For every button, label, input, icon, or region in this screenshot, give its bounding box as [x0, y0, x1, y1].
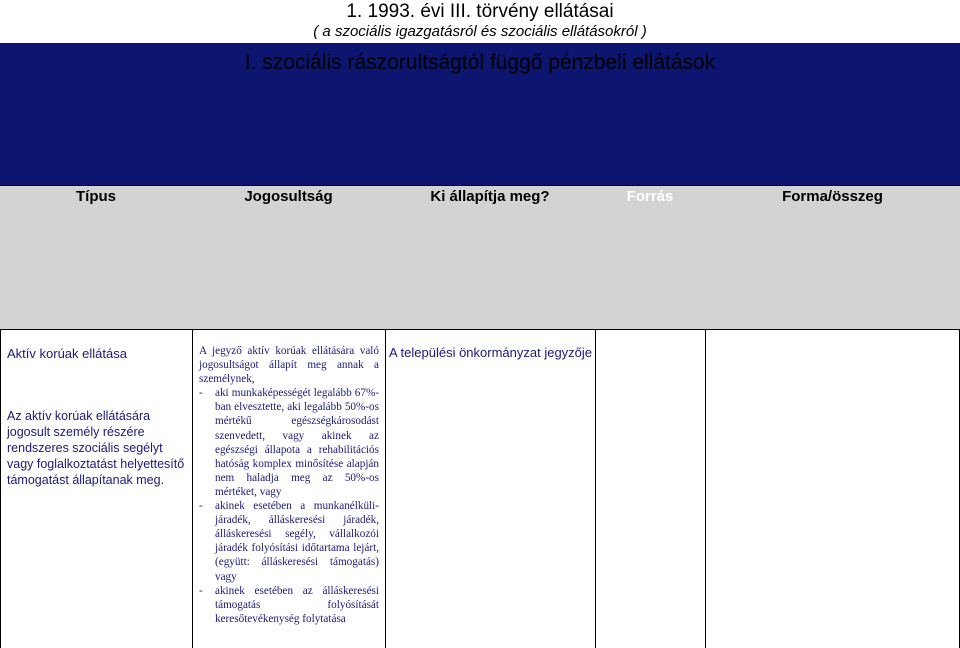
- list-dash: -: [199, 500, 203, 513]
- column-header-authority: Ki állapítja meg?: [430, 188, 550, 205]
- header-cell-amount: [705, 186, 960, 329]
- document-title: 1. 1993. évi III. törvény ellátásai: [346, 1, 614, 22]
- list-item: [199, 584, 379, 626]
- header-cell-type: [0, 186, 192, 329]
- column-header-type: Típus: [76, 188, 116, 205]
- entitlement-item-2: akinek esetében a munkanélküli-járadék, álláskeresési járadék, álláskeresési segély, vállalkozói járadék folyósítási időtartama lejárt, (együtt: álláskeresési támogatás) vagy: [215, 500, 379, 583]
- table-header-row: [0, 185, 960, 330]
- cell-authority: [385, 330, 595, 648]
- list-item: [199, 499, 379, 584]
- entitlement-item-1: aki munkaképességét legalább 67%-ban elvesztette, aki legalább 50%-os mértékű egészségkárosodást szenvedett, vagy akinek az egészségi állapota a rehabilitációs hatóság komplex minősítése alapján nem haladja meg az 50%-os mértéket, vagy: [215, 387, 379, 498]
- list-item: [199, 386, 379, 499]
- section-banner: [0, 43, 960, 185]
- column-header-source: Forrás: [626, 188, 674, 205]
- cell-type: [0, 330, 192, 648]
- title-area: [0, 0, 960, 42]
- entitlement-text: [199, 344, 379, 626]
- table-row: [0, 330, 960, 648]
- list-dash: -: [199, 584, 203, 597]
- benefit-name: Aktív korúak ellátása: [7, 346, 127, 361]
- authority-text: A települési önkormányzat jegyzője: [388, 345, 593, 360]
- entitlement-item-3: akinek esetében az álláskeresési támogatás folyósítását keresőtevékenység folytatása: [215, 584, 379, 625]
- cell-entitlement: [192, 330, 385, 648]
- column-header-amount: Forma/összeg: [782, 188, 883, 205]
- section-heading: I. szociális rászorultságtól függő pénzbeli ellátások: [244, 51, 716, 74]
- cell-amount: [705, 330, 960, 648]
- cell-source: [595, 330, 705, 648]
- list-dash: -: [199, 387, 203, 400]
- document-subtitle: ( a szociális igazgatásról és szociális ellátásokról ): [313, 23, 647, 40]
- header-cell-source: [595, 186, 705, 329]
- header-cell-entitlement: [192, 186, 385, 329]
- column-header-entitlement: Jogosultság: [244, 188, 333, 205]
- entitlement-intro: A jegyző aktív korúak ellátására való jogosultságot állapít meg annak a személynek,: [199, 345, 379, 386]
- benefit-description: Az aktív korúak ellátására jogosult személy részére rendszeres szociális segélyt vagy foglalkoztatást helyettesítő támogatást állapítanak meg.: [7, 409, 185, 487]
- header-cell-authority: [385, 186, 595, 329]
